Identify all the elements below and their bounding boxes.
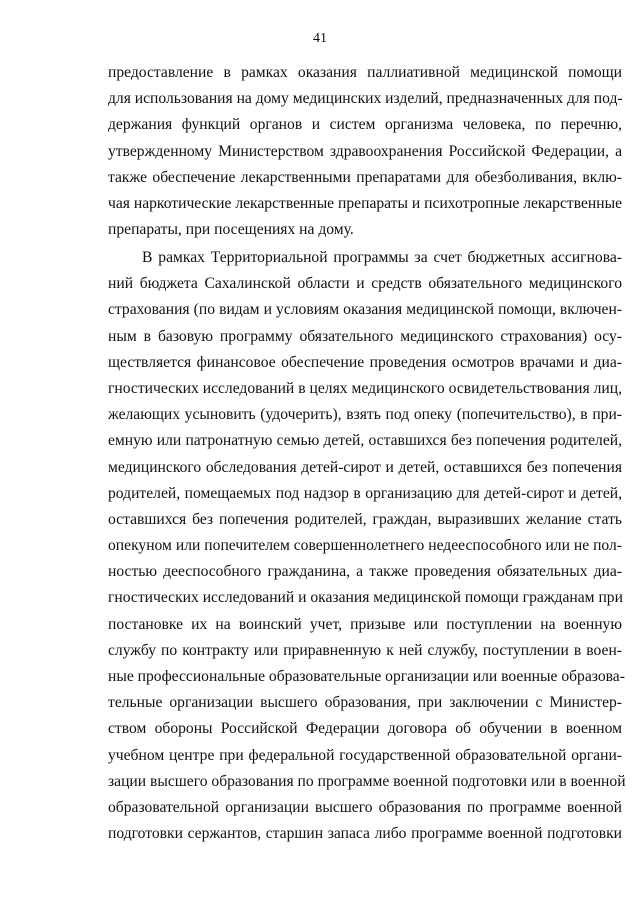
text-line: ний бюджета Сахалинской области и средств обязательного медицинского — [108, 275, 622, 293]
text-line: ством обороны Российской Федерации договора об обучении в военном — [108, 720, 622, 738]
text-line: предоставление в рамках оказания паллиативной медицинской помощи — [108, 64, 622, 81]
text-line: зации высшего образования по программе военной подготовки или в военной — [108, 772, 626, 790]
text-line: гностических исследований и оказания медицинской помощи гражданам при — [108, 589, 623, 607]
paragraph-financial-support — [108, 245, 626, 847]
text-line: гностических исследований в целях медицинского освидетельствования лиц, — [108, 379, 622, 397]
paragraph-palliative-care — [108, 60, 622, 243]
page-number: 41 — [313, 31, 327, 46]
text-line: В рамках Территориальной программы за счет бюджетных ассигнова- — [142, 249, 622, 266]
text-line: подготовки сержантов, старшин запаса либо программе военной подготовки — [108, 825, 622, 843]
text-line: образовательной организации высшего образования по программе военной — [108, 798, 622, 816]
text-line: чая наркотические лекарственные препараты и психотропные лекарственные — [108, 194, 622, 212]
text-line: родителей, помещаемых под надзор в организацию для детей-сирот и детей, — [108, 484, 622, 502]
text-line: ным в базовую программу обязательного медицинского страхования) осу- — [108, 327, 622, 345]
text-line: для использования на дому медицинских изделий, предназначенных для под- — [108, 90, 623, 108]
text-line: службу по контракту или приравненную к ней службу, поступлении в воен- — [108, 641, 622, 659]
text-line: ностью дееспособного гражданина, а также проведения обязательных диа- — [108, 563, 622, 581]
text-line: также обеспечение лекарственными препаратами для обезболивания, вклю- — [108, 168, 622, 186]
text-line: тельные организации высшего образования, при заключении с Министер- — [108, 694, 622, 712]
text-line: ные профессиональные образовательные организации или военные образова- — [108, 668, 625, 685]
text-line: емную или патронатную семью детей, оставшихся без попечения родителей, — [108, 432, 622, 450]
text-line: ществляется финансовое обеспечение проведения осмотров врачами и диа- — [108, 353, 622, 371]
text-line: желающих усыновить (удочерить), взять под опеку (попечительство), в при- — [108, 406, 622, 424]
text-line: препараты, при посещениях на дому. — [108, 221, 354, 239]
text-line: утвержденному Министерством здравоохранения Российской Федерации, а — [108, 142, 622, 160]
text-line: учебном центре при федеральной государственной образовательной органи- — [108, 746, 622, 764]
text-line: оставшихся без попечения родителей, граждан, выразивших желание стать — [108, 510, 622, 528]
text-line: медицинского обследования детей-сирот и детей, оставшихся без попечения — [108, 458, 622, 476]
text-line: опекуном или попечителем совершеннолетнего недееспособного или не пол- — [108, 537, 622, 555]
text-line: страхования (по видам и условиям оказания медицинской помощи, включен- — [108, 301, 622, 319]
text-line: постановке их на воинский учет, призыве или поступлении на военную — [108, 615, 622, 633]
text-line: держания функций органов и систем организма человека, по перечню, — [108, 116, 622, 134]
